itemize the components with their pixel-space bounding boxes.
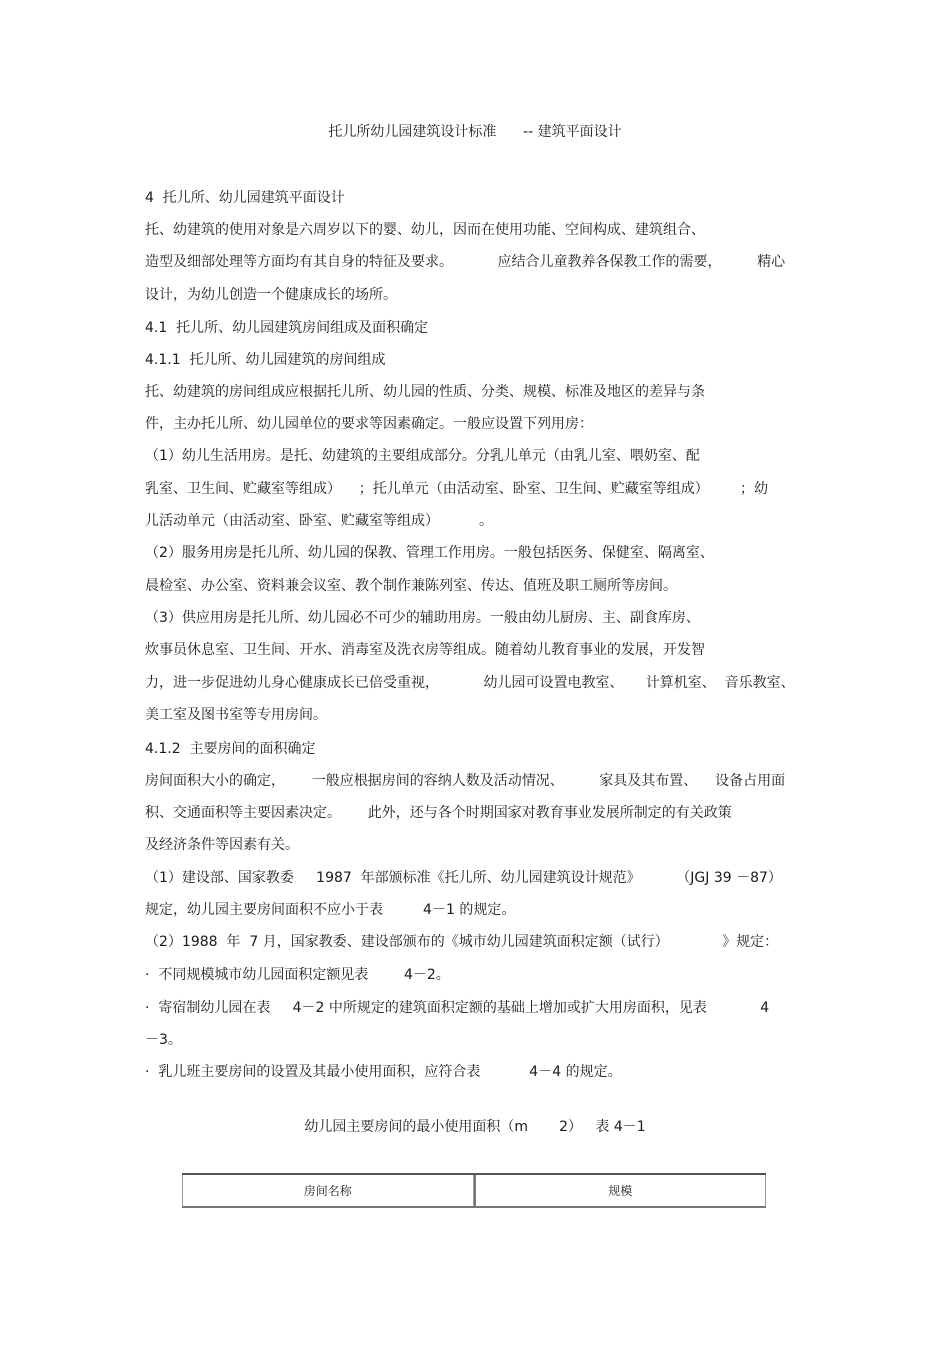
paragraph-line: （3）供应用房是托儿所、幼儿园必不可少的辅助用房。一般由幼儿厨房、主、副食库房、: [145, 610, 700, 626]
paragraph-line: （1）建设部、国家教委 1987 年部颁标准《托儿所、幼儿园建筑设计规范》 （JGJ 39 －87）: [145, 870, 782, 886]
area-table: [182, 1173, 766, 1208]
paragraph-line: 规定，幼儿园主要房间面积不应小于表 4－1 的规定。: [145, 902, 516, 918]
paragraph-line: 托、幼建筑的房间组成应根据托儿所、幼儿园的性质、分类、规模、标准及地区的差异与条: [145, 384, 705, 400]
subsection-heading: 4.1 托儿所、幼儿园建筑房间组成及面积确定: [145, 320, 429, 336]
paragraph-line: 房间面积大小的确定， 一般应根据房间的容纳人数及活动情况、 家具及其布置、 设备占用面: [145, 773, 786, 789]
table-header-scale: 规模: [474, 1175, 767, 1206]
paragraph-line: 件，主办托儿所、幼儿园单位的要求等因素确定。一般应设置下列用房：: [145, 416, 593, 432]
paragraph-line: 及经济条件等因素有关。: [145, 837, 299, 853]
paragraph-line: 设计，为幼儿创造一个健康成长的场所。: [145, 287, 397, 303]
subsection-heading: 4.1.1 托儿所、幼儿园建筑的房间组成: [145, 352, 386, 368]
paragraph-line: 美工室及图书室等专用房间。: [145, 707, 327, 723]
paragraph-line: 儿活动单元（由活动室、卧室、贮藏室等组成） 。: [145, 513, 494, 529]
bullet-line: · 乳儿班主要房间的设置及其最小使用面积，应符合表 4－4 的规定。: [145, 1064, 622, 1080]
paragraph-line: 炊事员休息室、卫生间、开水、消毒室及洗衣房等组成。随着幼儿教育事业的发展，开发智: [145, 642, 705, 658]
paragraph-line: 托、幼建筑的使用对象是六周岁以下的婴、幼儿，因而在使用功能、空间构成、建筑组合、: [145, 222, 705, 238]
bullet-line: －3。: [145, 1032, 182, 1048]
bullet-line: · 不同规模城市幼儿园面积定额见表 4－2。: [145, 967, 450, 983]
paragraph-line: 造型及细部处理等方面均有其自身的特征及要求。 应结合儿童教养各保教工作的需要， 精心: [145, 254, 786, 270]
document-title: 托儿所幼儿园建筑设计标准 -- 建筑平面设计: [328, 124, 622, 140]
paragraph-line: （2）服务用房是托儿所、幼儿园的保教、管理工作用房。一般包括医务、保健室、隔离室、: [145, 545, 714, 561]
table-caption: 幼儿园主要房间的最小使用面积（m 2） 表 4－1: [304, 1119, 646, 1135]
subsection-heading: 4.1.2 主要房间的面积确定: [145, 741, 316, 757]
bullet-line: · 寄宿制幼儿园在表 4－2 中所规定的建筑面积定额的基础上增加或扩大用房面积，见表 4: [145, 1000, 770, 1016]
table-header-room-name: 房间名称: [182, 1175, 474, 1206]
paragraph-line: 力，进一步促进幼儿身心健康成长已倍受重视， 幼儿园可设置电教室、 计算机室、 音乐教室、: [145, 675, 795, 691]
paragraph-line: 晨检室、办公室、资料兼会议室、教个制作兼陈列室、传达、值班及职工厕所等房间。: [145, 578, 677, 594]
section-heading: 4 托儿所、幼儿园建筑平面设计: [145, 190, 345, 206]
paragraph-line: （2）1988 年 7 月，国家教委、建设部颁布的《城市幼儿园建筑面积定额（试行） 》规定：: [145, 934, 779, 950]
paragraph-line: （1）幼儿生活用房。是托、幼建筑的主要组成部分。分乳儿单元（由乳儿室、喂奶室、配: [145, 448, 700, 464]
paragraph-line: 积、交通面积等主要因素决定。 此外，还与各个时期国家对教育事业发展所制定的有关政策: [145, 805, 732, 821]
paragraph-line: 乳室、卫生间、贮藏室等组成） ；托儿单元（由活动室、卧室、卫生间、贮藏室等组成） ；幼: [145, 481, 768, 497]
